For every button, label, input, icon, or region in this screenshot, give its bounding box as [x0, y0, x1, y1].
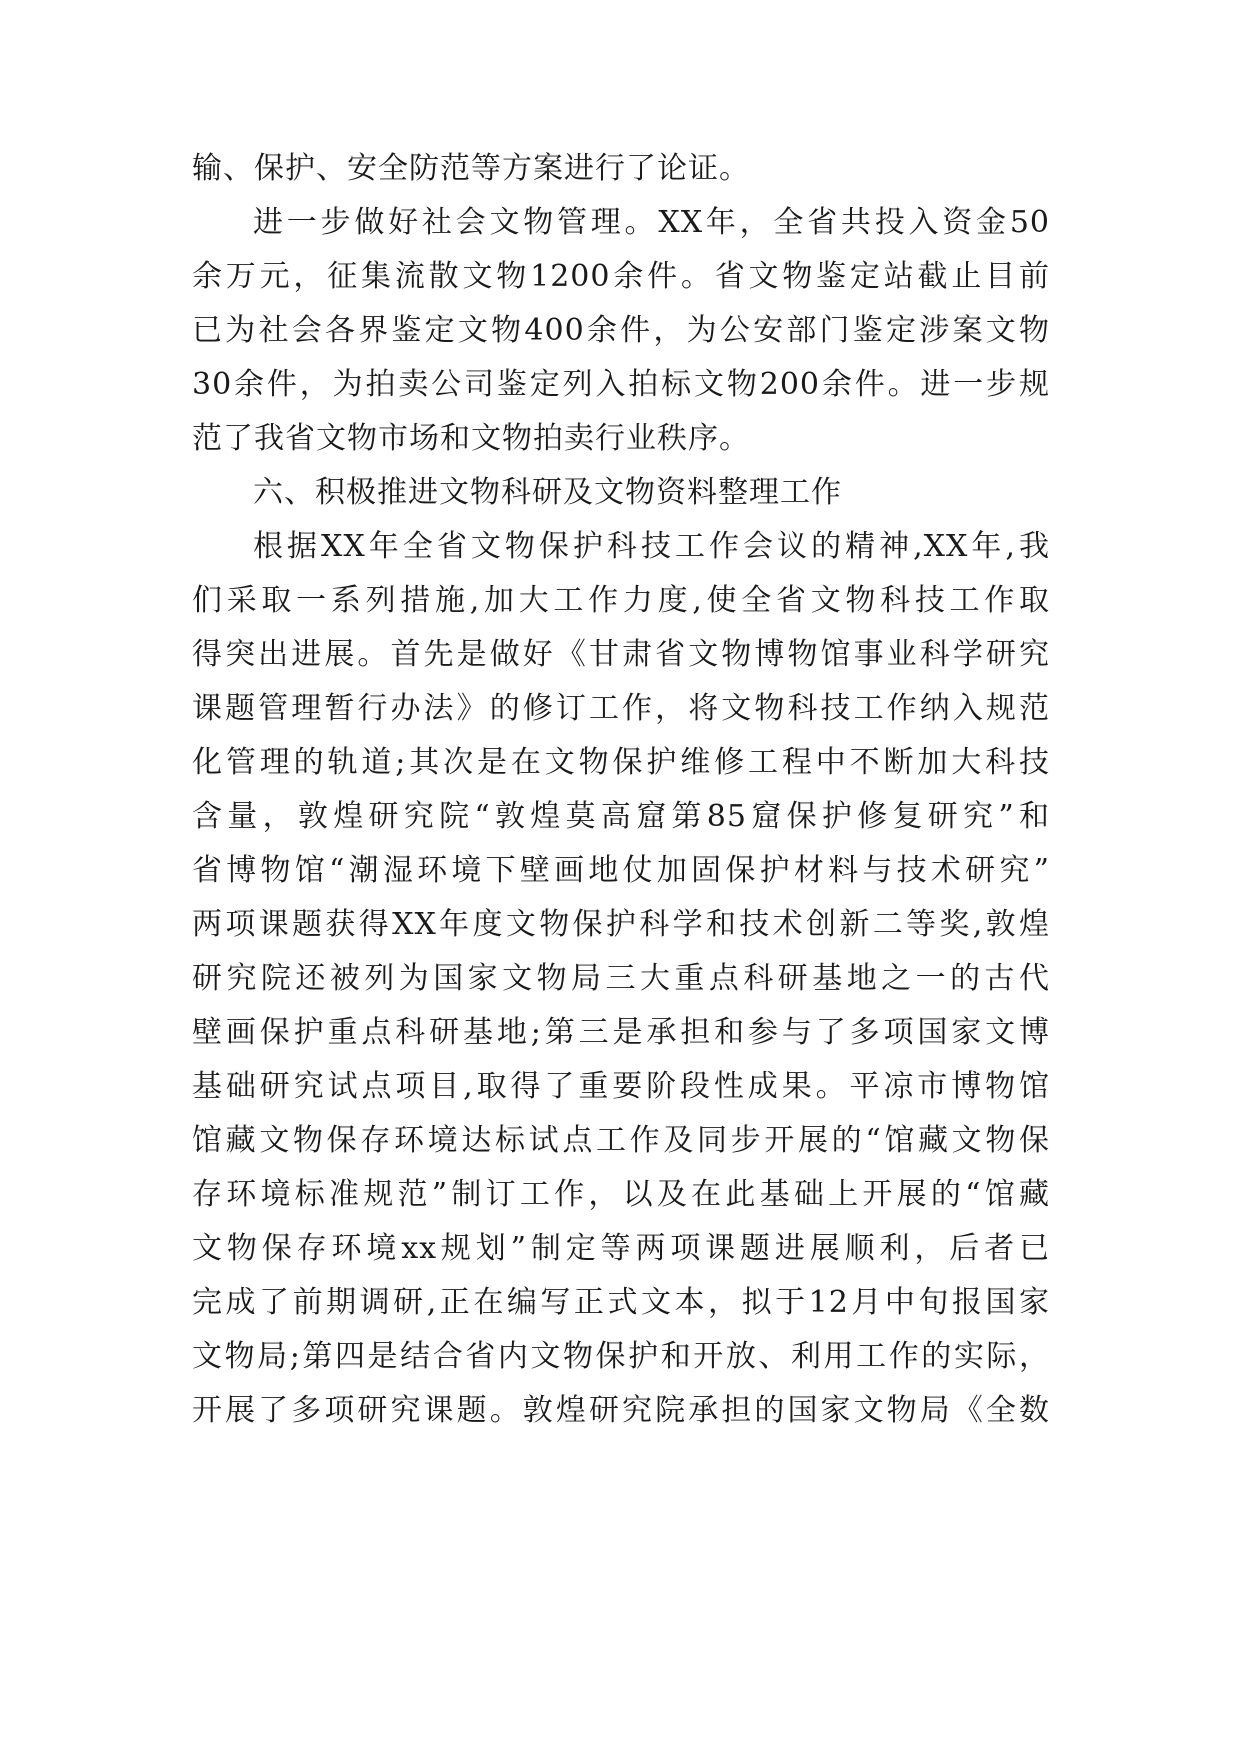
paragraph-first-line: 根据XX年全省文物保护科技工作会议的精神,XX年,我 — [253, 529, 1050, 564]
paragraph-first-line: 进一步做好社会文物管理。XX年，全省共投入资金50 — [253, 205, 1050, 240]
text-line: 文物保存环境xx规划”制定等两项课题进展顺利，后者已 — [192, 1231, 1050, 1266]
text-line: 化管理的轨道;其次是在文物保护维修工程中不断加大科技 — [192, 745, 1050, 780]
text-line: 研究院还被列为国家文物局三大重点科研基地之一的古代 — [192, 961, 1050, 996]
text-line: 存环境标准规范”制订工作，以及在此基础上开展的“馆藏 — [192, 1177, 1050, 1212]
text-line: 馆藏文物保存环境达标试点工作及同步开展的“馆藏文物保 — [192, 1123, 1050, 1158]
text-line: 得突出进展。首先是做好《甘肃省文物博物馆事业科学研究 — [192, 637, 1050, 672]
document-body — [192, 142, 1050, 1438]
text-line: 两项课题获得XX年度文物保护科学和技术创新二等奖,敦煌 — [192, 907, 1050, 942]
text-line: 们采取一系列措施,加大工作力度,使全省文物科技工作取 — [192, 583, 1050, 618]
text-line: 开展了多项研究课题。敦煌研究院承担的国家文物局《全数 — [192, 1393, 1050, 1428]
text-line: 壁画保护重点科研基地;第三是承担和参与了多项国家文博 — [192, 1015, 1050, 1050]
text-line: 课题管理暂行办法》的修订工作，将文物科技工作纳入规范 — [192, 691, 1050, 726]
text-line: 输、保护、安全防范等方案进行了论证。 — [192, 151, 750, 186]
text-line: 省博物馆“潮湿环境下壁画地仗加固保护材料与技术研究” — [192, 853, 1050, 888]
text-line: 30余件，为拍卖公司鉴定列入拍标文物200余件。进一步规 — [192, 367, 1050, 402]
text-line: 基础研究试点项目,取得了重要阶段性成果。平凉市博物馆 — [192, 1069, 1050, 1104]
section-heading: 六、积极推进文物科研及文物资料整理工作 — [253, 475, 842, 510]
text-line: 完成了前期调研,正在编写正式文本，拟于12月中旬报国家 — [192, 1285, 1050, 1320]
text-line: 已为社会各界鉴定文物400余件，为公安部门鉴定涉案文物 — [192, 313, 1050, 348]
text-line: 含量，敦煌研究院“敦煌莫高窟第85窟保护修复研究”和 — [192, 799, 1050, 834]
text-line: 范了我省文物市场和文物拍卖行业秩序。 — [192, 421, 750, 456]
text-line: 余万元，征集流散文物1200余件。省文物鉴定站截止目前 — [192, 259, 1050, 294]
text-line: 文物局;第四是结合省内文物保护和开放、利用工作的实际， — [192, 1339, 1050, 1374]
